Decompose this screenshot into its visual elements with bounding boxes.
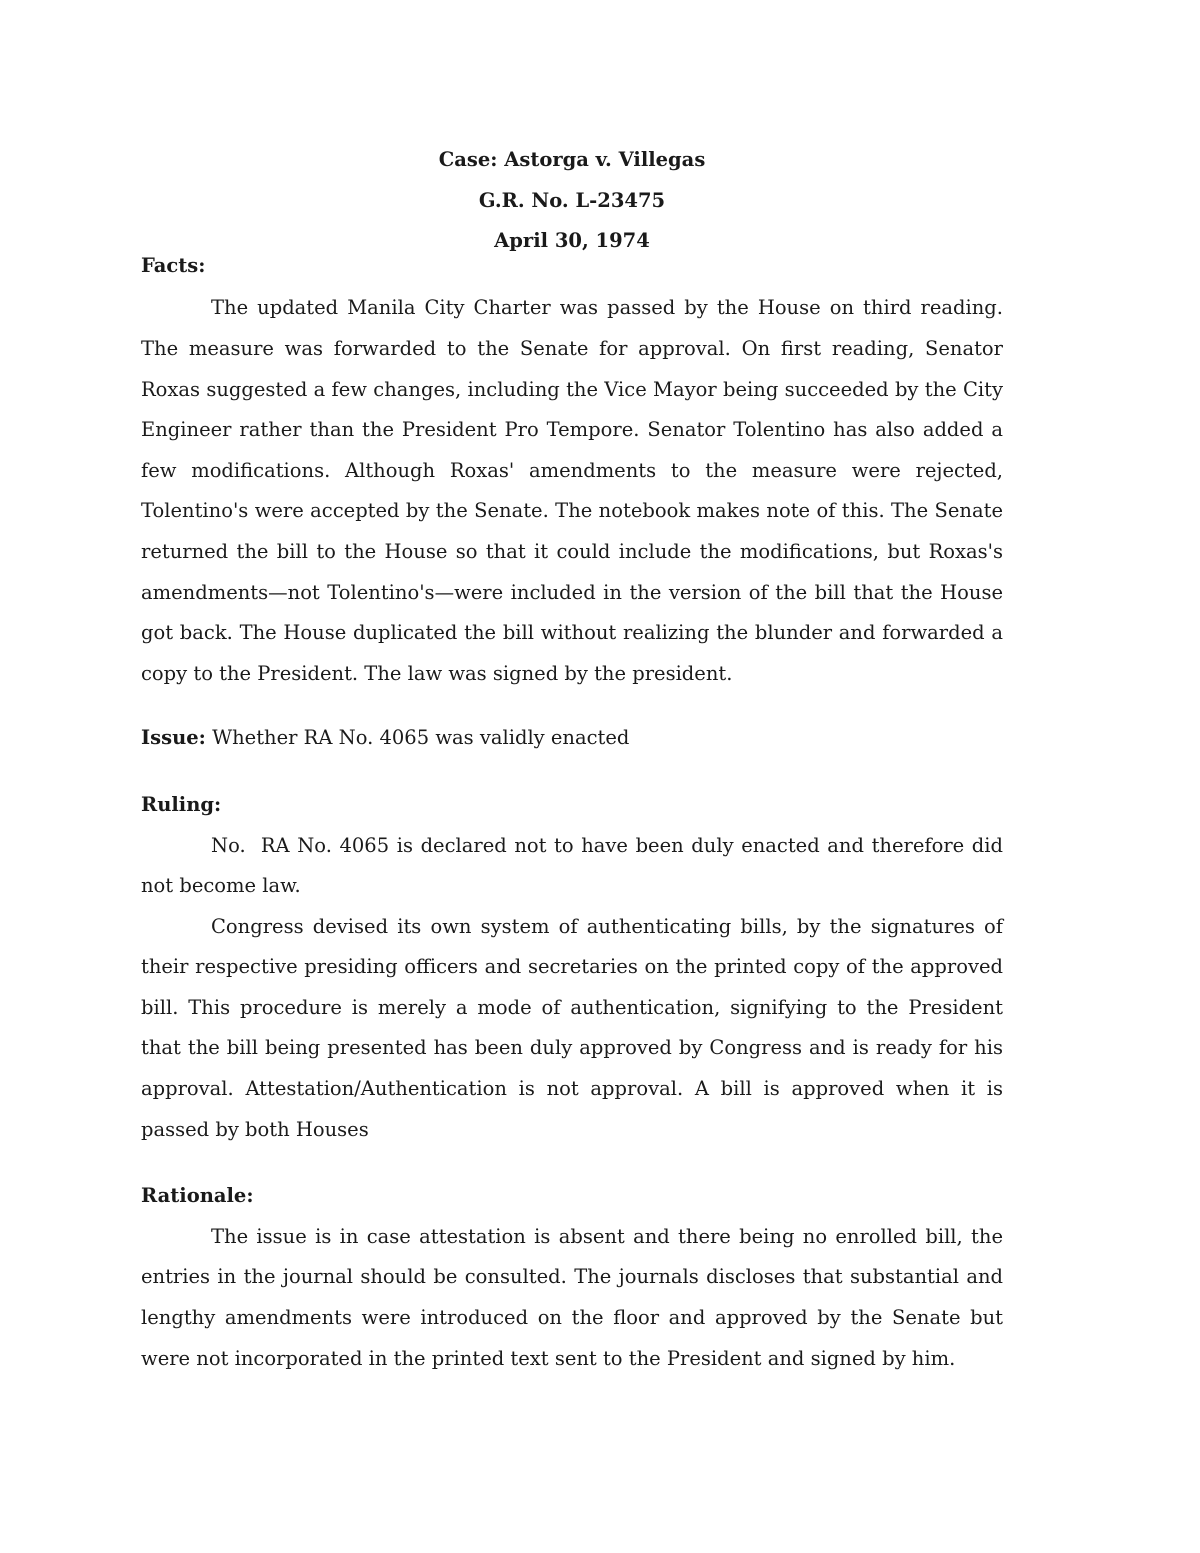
ruling-paragraph-1: No. RA No. 4065 is declared not to have been duly enacted and therefore did not become law. bbox=[141, 833, 1010, 898]
facts-text: The updated Manila City Charter was passed by the House on third reading. The measure was forwarded to the Senate for approval. On first reading, Senator Roxas suggested a few changes, including the Vice Mayor being succeeded by the City Engineer rather than the President Pro Tempore. Senator Tolentino has also added a few modifications. Although Roxas' amendments to the measure were rejected, Tolentino's were accepted by the Senate. The notebook makes note of this. The Senate returned the bill to the House so that it could include the modifications, but Roxas's amendments—not Tolentino's—were included in the version of the bill that the House got back. The House duplicated the bill without realizing the blunder and forwarded a copy to the President. The law was signed by the president. bbox=[141, 296, 1003, 685]
ruling-label: Ruling: bbox=[141, 792, 222, 816]
issue-label: Issue: bbox=[141, 726, 206, 750]
case-title: Case: Astorga v. Villegas bbox=[438, 148, 706, 171]
rationale-text: The issue is in case attestation is absent and there being no enrolled bill, the entries in the journal should be consulted. The journals discloses that substantial and lengthy amendments were introduced on the floor and approved by the Senate but were not incorporated in the printed text sent to the President and signed by him. bbox=[141, 1224, 1003, 1370]
ruling-paragraph-2: Congress devised its own system of authenticating bills, by the signatures of their respective presiding officers and secretaries on the printed copy of the approved bill. This procedure is merely a mode of authentication, signifying to the President that the bill being presented has been duly approved by Congress and is ready for his approval. Attestation/Authentication is not approval. A bill is approved when it is passed by both Houses bbox=[141, 914, 1003, 1141]
issue-text: Whether RA No. 4065 was validly enacted bbox=[212, 726, 630, 750]
case-header bbox=[141, 140, 1003, 262]
spacer bbox=[141, 694, 1003, 720]
facts-label: Facts: bbox=[141, 253, 206, 277]
facts-section bbox=[141, 246, 1003, 695]
spacer bbox=[141, 1150, 1003, 1176]
ruling-section bbox=[141, 785, 1010, 1150]
issue-section bbox=[141, 718, 1003, 759]
case-date: April 30, 1974 bbox=[494, 229, 650, 253]
document-content bbox=[141, 140, 1010, 1379]
rationale-section bbox=[141, 1176, 1003, 1379]
rationale-label: Rationale: bbox=[141, 1184, 254, 1208]
spacer bbox=[141, 759, 1003, 785]
case-gr-number: G.R. No. L-23475 bbox=[478, 188, 666, 212]
